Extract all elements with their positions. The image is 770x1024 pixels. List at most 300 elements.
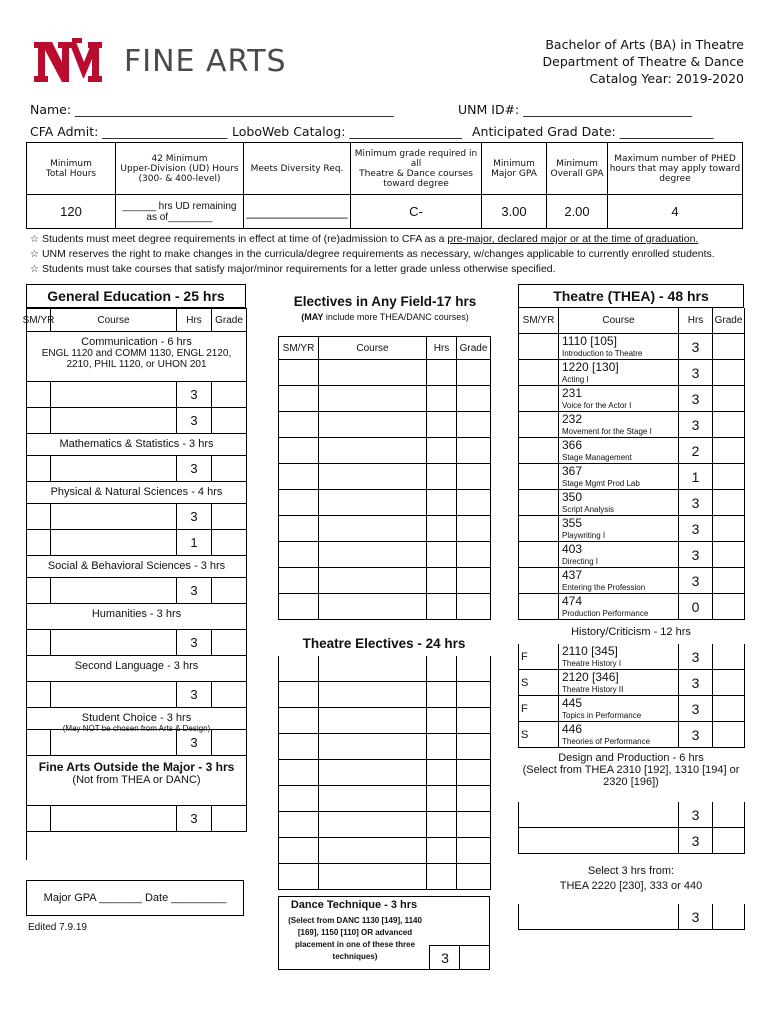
grade-cell[interactable]	[713, 438, 745, 464]
grade-cell[interactable]	[457, 708, 491, 734]
sm-yr-cell[interactable]	[27, 530, 51, 556]
course-cell[interactable]	[319, 708, 427, 734]
humanities-section	[27, 604, 247, 630]
req-header: Minimum Major GPA	[482, 143, 547, 195]
course-cell[interactable]	[51, 530, 177, 556]
grade-cell[interactable]	[713, 594, 745, 620]
hrs-cell: 3	[679, 670, 713, 696]
course-name: Theatre History II	[562, 685, 624, 694]
course-name: Voice for the Actor I	[562, 401, 632, 410]
grade-cell[interactable]	[713, 828, 745, 854]
hrs-cell[interactable]	[427, 656, 457, 682]
catalog-year: Catalog Year: 2019-2020	[589, 71, 744, 86]
course-cell[interactable]	[51, 630, 177, 656]
course-cell[interactable]	[319, 864, 427, 890]
hrs-cell: 3	[177, 408, 212, 434]
sm-yr-cell[interactable]	[519, 412, 559, 438]
grade-cell[interactable]	[713, 644, 745, 670]
theatre-header: SM/YR	[519, 308, 559, 334]
theatre-course-row	[518, 490, 744, 516]
sm-yr-cell[interactable]	[519, 568, 559, 594]
hrs-cell: 0	[679, 594, 713, 620]
course-cell	[559, 568, 679, 594]
course-row	[27, 382, 247, 408]
req-header: Maximum number of PHED hours that may apply toward degree	[608, 143, 743, 195]
hrs-cell: 3	[177, 730, 212, 756]
hrs-cell[interactable]	[427, 760, 457, 786]
edited-date: Edited 7.9.19	[28, 922, 87, 933]
grad-date-field[interactable]: Anticipated Grad Date: _______________	[472, 124, 714, 139]
course-cell[interactable]	[319, 438, 427, 464]
hrs-cell: 3	[679, 904, 713, 930]
theatre-course-row	[518, 568, 744, 594]
communication-section	[27, 332, 247, 382]
hrs-cell: 3	[177, 806, 212, 832]
req-value: 4	[608, 195, 743, 229]
sm-yr-cell[interactable]	[279, 656, 319, 682]
hrs-cell[interactable]	[427, 438, 457, 464]
course-cell[interactable]	[319, 760, 427, 786]
cfa-admit-field[interactable]: CFA Admit: ____________________	[30, 124, 228, 139]
course-cell[interactable]	[319, 542, 427, 568]
course-cell[interactable]	[319, 516, 427, 542]
course-cell[interactable]	[319, 360, 427, 386]
grade-cell[interactable]	[457, 682, 491, 708]
course-cell[interactable]	[51, 382, 177, 408]
theatre-course-row	[518, 696, 744, 722]
course-cell[interactable]	[519, 904, 679, 930]
electives-header: Grade	[457, 336, 491, 360]
grade-cell[interactable]	[212, 682, 247, 708]
course-number: 1220 [130]	[562, 360, 619, 374]
hrs-cell[interactable]	[427, 812, 457, 838]
grade-cell[interactable]	[713, 490, 745, 516]
hrs-cell[interactable]	[427, 568, 457, 594]
course-cell	[559, 722, 679, 748]
course-cell[interactable]	[319, 786, 427, 812]
sm-yr-cell[interactable]	[519, 516, 559, 542]
elective-row	[278, 516, 490, 542]
theatre-header-row	[518, 308, 744, 334]
course-name: Theatre History I	[562, 659, 622, 668]
theatre-course-row	[518, 412, 744, 438]
hrs-cell: 3	[679, 644, 713, 670]
req-header: Minimum Total Hours	[27, 143, 116, 195]
grade-cell[interactable]	[457, 760, 491, 786]
elective-row	[278, 838, 490, 864]
hrs-cell[interactable]	[427, 734, 457, 760]
sm-yr-cell[interactable]	[519, 360, 559, 386]
sm-yr-cell[interactable]	[279, 760, 319, 786]
hrs-cell: 2	[679, 438, 713, 464]
hrs-cell: 3	[177, 630, 212, 656]
sm-yr-cell[interactable]	[279, 864, 319, 890]
elective-row	[278, 412, 490, 438]
major-gpa-box[interactable]	[26, 880, 244, 916]
hrs-header: Hrs	[177, 308, 212, 332]
course-cell	[559, 542, 679, 568]
hrs-cell: 3	[177, 682, 212, 708]
course-header: Course	[51, 308, 177, 332]
elective-row	[278, 708, 490, 734]
student-choice-section	[27, 708, 247, 733]
hrs-cell: 3	[679, 334, 713, 360]
grade-cell[interactable]	[713, 904, 745, 930]
course-cell[interactable]	[319, 568, 427, 594]
unm-logo-icon	[34, 38, 118, 86]
language-section-label: Second Language - 3 hrs	[74, 660, 199, 672]
dance-grade-cell[interactable]	[459, 945, 490, 970]
grade-cell[interactable]	[212, 408, 247, 434]
theatre-course-row	[518, 334, 744, 360]
course-number: 366	[562, 438, 583, 452]
theatre-course-row	[518, 386, 744, 412]
req-value: 120	[27, 195, 116, 229]
grade-cell[interactable]	[212, 806, 247, 832]
grade-cell[interactable]	[457, 568, 491, 594]
grade-cell[interactable]	[457, 864, 491, 890]
grade-cell[interactable]	[713, 568, 745, 594]
sm-yr-cell[interactable]	[279, 734, 319, 760]
course-cell[interactable]	[319, 682, 427, 708]
hrs-cell: 3	[679, 696, 713, 722]
grade-cell[interactable]	[212, 630, 247, 656]
loboweb-catalog-field[interactable]: LoboWeb Catalog: __________________	[232, 124, 462, 139]
unm-id-field[interactable]: UNM ID#: ___________________________	[458, 102, 692, 117]
gened-grid	[22, 308, 247, 860]
grade-cell[interactable]	[457, 542, 491, 568]
program-header	[543, 36, 744, 87]
elective-row	[278, 682, 490, 708]
course-cell[interactable]	[319, 656, 427, 682]
course-cell[interactable]	[319, 412, 427, 438]
course-row	[27, 682, 247, 708]
grade-cell[interactable]	[212, 504, 247, 530]
grade-cell[interactable]	[212, 578, 247, 604]
theatre-course-row	[518, 464, 744, 490]
fine-arts-section-label: Fine Arts Outside the Major - 3 hrs	[38, 760, 235, 774]
sm-yr-cell[interactable]	[279, 812, 319, 838]
electives-header-row	[278, 336, 490, 360]
course-cell	[559, 386, 679, 412]
course-cell[interactable]	[51, 806, 177, 832]
sm-yr-cell[interactable]	[279, 786, 319, 812]
grade-cell[interactable]	[457, 490, 491, 516]
math-section	[27, 434, 247, 456]
sm-yr-cell[interactable]	[279, 708, 319, 734]
hrs-cell: 3	[679, 542, 713, 568]
req-header: Minimum Overall GPA	[547, 143, 608, 195]
course-row	[27, 530, 247, 556]
course-cell	[559, 696, 679, 722]
theatre-elective-row	[518, 904, 744, 930]
sm-yr-header: SM/YR	[27, 308, 51, 332]
social-section-label: Social & Behavioral Sciences - 3 hrs	[47, 560, 226, 572]
electives-note: (MAY include more THEA/DANC courses)	[301, 312, 469, 322]
course-cell[interactable]	[51, 408, 177, 434]
course-cell	[559, 438, 679, 464]
elective-row	[278, 786, 490, 812]
course-row	[27, 730, 247, 756]
grade-cell[interactable]	[713, 386, 745, 412]
sm-yr-cell[interactable]	[279, 412, 319, 438]
course-number: 355	[562, 516, 583, 530]
communication-section-note: ENGL 1120 and COMM 1130, ENGL 2120, 2210, PHIL 1120, or UHON 201	[41, 348, 232, 370]
grade-cell[interactable]	[457, 516, 491, 542]
course-cell[interactable]	[51, 730, 177, 756]
grade-cell[interactable]	[457, 594, 491, 620]
hrs-cell: 3	[177, 382, 212, 408]
course-cell[interactable]	[519, 828, 679, 854]
grade-cell[interactable]	[713, 334, 745, 360]
elective-row	[278, 734, 490, 760]
course-number: 403	[562, 542, 583, 556]
theatre-elective-row	[518, 802, 744, 828]
hrs-cell[interactable]	[427, 490, 457, 516]
course-cell[interactable]	[319, 812, 427, 838]
hrs-cell[interactable]	[427, 838, 457, 864]
sm-yr-cell[interactable]	[279, 360, 319, 386]
req-value[interactable]: ______ hrs UD remaining as of________	[116, 195, 244, 229]
sm-yr-cell[interactable]	[279, 594, 319, 620]
sm-yr-cell[interactable]	[27, 730, 51, 756]
sm-yr-cell[interactable]	[27, 630, 51, 656]
sm-yr-cell[interactable]	[519, 594, 559, 620]
grade-cell[interactable]	[713, 696, 745, 722]
grade-cell[interactable]	[457, 412, 491, 438]
sm-yr-cell[interactable]	[519, 542, 559, 568]
sm-yr-cell[interactable]	[279, 838, 319, 864]
course-number: 446	[562, 722, 583, 736]
course-row	[27, 806, 247, 832]
sm-yr-cell[interactable]	[519, 386, 559, 412]
sm-yr-cell[interactable]	[279, 438, 319, 464]
hrs-cell[interactable]	[427, 412, 457, 438]
hrs-cell[interactable]	[427, 594, 457, 620]
hrs-cell[interactable]	[427, 360, 457, 386]
course-cell[interactable]	[319, 838, 427, 864]
course-cell[interactable]	[319, 490, 427, 516]
course-cell	[559, 594, 679, 620]
course-name: Theories of Performance	[562, 737, 651, 746]
gened-header-row	[22, 308, 247, 332]
course-cell[interactable]	[319, 464, 427, 490]
grade-cell[interactable]	[713, 464, 745, 490]
course-cell[interactable]	[51, 682, 177, 708]
course-name: Entering the Profession	[562, 583, 646, 592]
theatre-electives-title: Theatre Electives - 24 hrs	[302, 636, 466, 651]
theatre-course-row	[518, 594, 744, 620]
theatre-course-row	[518, 670, 744, 696]
course-cell	[559, 490, 679, 516]
hrs-cell[interactable]	[427, 542, 457, 568]
grade-cell[interactable]	[212, 382, 247, 408]
elective-row	[278, 438, 490, 464]
course-number: 474	[562, 594, 583, 608]
grade-cell[interactable]	[713, 360, 745, 386]
grade-cell[interactable]	[713, 516, 745, 542]
hrs-cell[interactable]	[427, 786, 457, 812]
sm-yr-cell[interactable]: F	[519, 644, 559, 670]
hrs-cell: 1	[679, 464, 713, 490]
grade-cell[interactable]	[212, 456, 247, 482]
sm-yr-cell[interactable]	[279, 682, 319, 708]
req-value: 2.00	[547, 195, 608, 229]
sm-yr-cell[interactable]	[27, 578, 51, 604]
grade-cell[interactable]	[457, 464, 491, 490]
course-cell[interactable]	[519, 802, 679, 828]
theatre-header: Grade	[713, 308, 745, 334]
course-cell[interactable]	[319, 386, 427, 412]
sm-yr-cell[interactable]	[519, 490, 559, 516]
elective-row	[278, 594, 490, 620]
fine-arts-wordmark: FINE ARTS	[124, 44, 287, 79]
science-section	[27, 482, 247, 504]
req-header: Meets Diversity Req.	[244, 143, 351, 195]
elective-row	[278, 360, 490, 386]
major-gpa-label: Major GPA _______ Date _________	[43, 892, 227, 904]
sm-yr-cell[interactable]	[27, 682, 51, 708]
grade-cell[interactable]	[713, 802, 745, 828]
student-choice-section-note: (May NOT be chosen from Arts & Design)	[62, 724, 211, 733]
sm-yr-cell[interactable]: S	[519, 722, 559, 748]
course-cell[interactable]	[51, 504, 177, 530]
theatre-title-box: Theatre (THEA) - 48 hrs	[518, 284, 744, 308]
course-row	[27, 578, 247, 604]
language-section	[27, 656, 247, 682]
course-name: Topics in Performance	[562, 711, 642, 720]
req-header: 42 Minimum Upper-Division (UD) Hours (300- & 400-level)	[116, 143, 244, 195]
science-section-label: Physical & Natural Sciences - 4 hrs	[50, 486, 223, 498]
grade-cell[interactable]	[212, 530, 247, 556]
grade-cell[interactable]	[713, 722, 745, 748]
elective-row	[278, 568, 490, 594]
sm-yr-cell[interactable]	[279, 386, 319, 412]
hrs-cell: 3	[679, 360, 713, 386]
student-choice-section-label: Student Choice - 3 hrs	[81, 712, 192, 724]
grade-cell[interactable]	[457, 734, 491, 760]
elective-row	[278, 760, 490, 786]
course-name: Playwriting I	[562, 531, 606, 540]
sm-yr-cell[interactable]	[519, 334, 559, 360]
elective-row	[278, 656, 490, 682]
grade-cell[interactable]	[212, 730, 247, 756]
course-number: 1110 [105]	[562, 334, 617, 348]
sm-yr-cell[interactable]	[279, 464, 319, 490]
course-row	[27, 408, 247, 434]
elective-row	[278, 812, 490, 838]
theatre-elective-row	[518, 828, 744, 854]
notes: ☆ Students must meet degree requirements in effect at time of (re)admission to CFA as a pre-major, declared major or at the time of graduation. ☆ UNM reserves the right to make changes in the curricula/degree requirements as necessary, w/changes applicable to currently enrolled students. ☆ Students must take courses that satisfy major/minor requirements for a letter grade unless otherwise specified.	[30, 233, 715, 275]
hrs-cell: 3	[679, 386, 713, 412]
sm-yr-cell[interactable]	[27, 456, 51, 482]
sm-yr-cell[interactable]	[279, 542, 319, 568]
course-cell[interactable]	[319, 594, 427, 620]
course-name: Movement for the Stage I	[562, 427, 652, 436]
communication-section-label: Communication - 6 hrs	[81, 336, 192, 348]
course-cell	[559, 516, 679, 542]
hrs-cell: 3	[679, 828, 713, 854]
course-cell	[559, 412, 679, 438]
sm-yr-cell[interactable]: S	[519, 670, 559, 696]
hrs-cell: 3	[177, 456, 212, 482]
elective-row	[278, 464, 490, 490]
design-note: (Select from THEA 2310 [192], 1310 [194] or 2320 [196])	[522, 764, 740, 788]
grade-cell[interactable]	[457, 386, 491, 412]
course-row	[27, 630, 247, 656]
sm-yr-cell[interactable]: F	[519, 696, 559, 722]
sm-yr-cell[interactable]	[279, 568, 319, 594]
hrs-cell: 3	[679, 568, 713, 594]
course-name: Directing I	[562, 557, 599, 566]
electives-title: Electives in Any Field-17 hrs	[293, 294, 477, 309]
hrs-cell[interactable]	[427, 516, 457, 542]
grade-cell[interactable]	[457, 786, 491, 812]
req-value[interactable]: ______________	[244, 195, 351, 229]
grade-cell[interactable]	[713, 412, 745, 438]
theatre-course-row	[518, 722, 744, 748]
hrs-cell[interactable]	[427, 386, 457, 412]
grade-cell[interactable]	[457, 838, 491, 864]
history-criticism-title: History/Criticism - 12 hrs	[571, 626, 691, 638]
humanities-section-label: Humanities - 3 hrs	[91, 608, 182, 620]
hrs-cell: 3	[679, 412, 713, 438]
theatre-header: Course	[559, 308, 679, 334]
sm-yr-cell[interactable]	[27, 408, 51, 434]
grade-cell[interactable]	[457, 438, 491, 464]
theatre-course-row	[518, 360, 744, 386]
grade-cell[interactable]	[457, 656, 491, 682]
grade-cell[interactable]	[457, 812, 491, 838]
course-cell[interactable]	[319, 734, 427, 760]
electives-header: Hrs	[427, 336, 457, 360]
req-header: Minimum grade required in all Theatre & Dance courses toward degree	[351, 143, 482, 195]
name-field[interactable]: Name: ___________________________________________________	[30, 102, 394, 117]
grade-cell[interactable]	[713, 670, 745, 696]
course-number: 367	[562, 464, 583, 478]
course-cell	[559, 670, 679, 696]
course-row	[27, 504, 247, 530]
course-number: 232	[562, 412, 583, 426]
sm-yr-cell[interactable]	[279, 516, 319, 542]
sm-yr-cell[interactable]	[27, 382, 51, 408]
sm-yr-cell[interactable]	[27, 806, 51, 832]
sm-yr-cell[interactable]	[27, 504, 51, 530]
theatre-course-row	[518, 438, 744, 464]
department-title: Department of Theatre & Dance	[542, 54, 744, 69]
hrs-cell: 3	[679, 802, 713, 828]
grade-cell[interactable]	[713, 542, 745, 568]
course-cell[interactable]	[51, 578, 177, 604]
sm-yr-cell[interactable]	[519, 438, 559, 464]
electives-header: Course	[319, 336, 427, 360]
degree-title: Bachelor of Arts (BA) in Theatre	[545, 37, 744, 52]
hrs-cell[interactable]	[427, 682, 457, 708]
grade-cell[interactable]	[457, 360, 491, 386]
sm-yr-cell[interactable]	[519, 464, 559, 490]
hrs-cell: 3	[177, 578, 212, 604]
star-icon: ☆	[30, 234, 39, 245]
hrs-cell[interactable]	[427, 708, 457, 734]
course-name: Introduction to Theatre	[562, 349, 643, 358]
sm-yr-cell[interactable]	[279, 490, 319, 516]
course-number: 231	[562, 386, 583, 400]
theatre-course-row	[518, 644, 744, 670]
hrs-cell[interactable]	[427, 864, 457, 890]
elective-row	[278, 864, 490, 890]
hrs-cell[interactable]	[427, 464, 457, 490]
course-cell[interactable]	[51, 456, 177, 482]
